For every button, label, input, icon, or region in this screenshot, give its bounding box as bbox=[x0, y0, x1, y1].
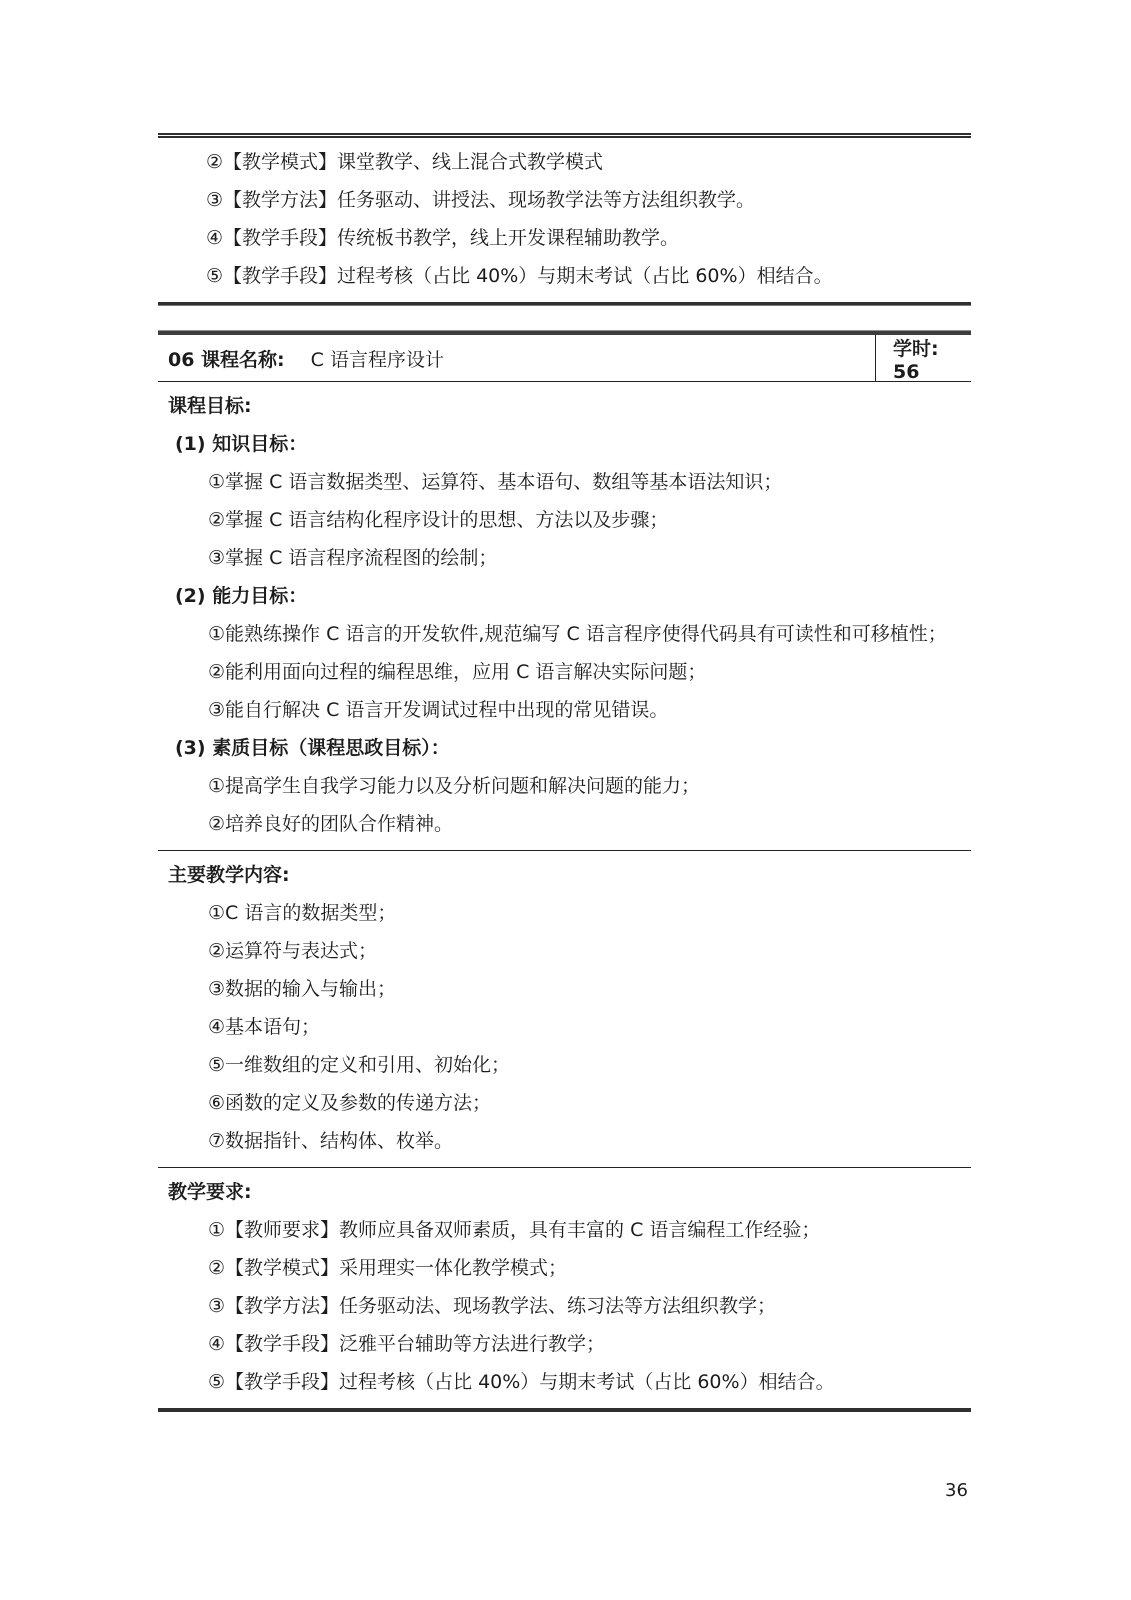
requirement-item: ③【教学方法】任务驱动法、现场教学法、练习法等方法组织教学； bbox=[208, 1295, 777, 1317]
section-title: 主要教学内容: bbox=[168, 864, 290, 886]
section-course-objectives bbox=[158, 382, 971, 850]
course-name: C 语言程序设计 bbox=[310, 348, 444, 371]
previous-course-requirements bbox=[158, 138, 971, 302]
table-bottom-rule bbox=[158, 302, 971, 306]
objective-group-title: (3) 素质目标（课程思政目标）： bbox=[175, 737, 450, 759]
requirement-item: ②【教学模式】采用理实一体化教学模式； bbox=[208, 1257, 568, 1279]
objective-item: ③掌握 C 语言程序流程图的绘制； bbox=[208, 547, 498, 569]
objective-item: ②掌握 C 语言结构化程序设计的思想、方法以及步骤； bbox=[208, 509, 669, 531]
requirement-item: ④【教学手段】传统板书教学，线上开发课程辅助教学。 bbox=[206, 227, 680, 249]
objective-item: ①掌握 C 语言数据类型、运算符、基本语句、数组等基本语法知识； bbox=[208, 471, 783, 493]
requirement-item: ⑤【教学手段】过程考核（占比 40%）与期末考试（占比 60%）相结合。 bbox=[206, 265, 833, 287]
content-item: ⑥函数的定义及参数的传递方法； bbox=[208, 1092, 492, 1114]
course-name-cell bbox=[158, 335, 875, 381]
section-teaching-requirements bbox=[158, 1168, 971, 1408]
content-item: ②运算符与表达式； bbox=[208, 940, 378, 962]
objective-item: ③能自行解决 C 语言开发调试过程中出现的常见错误。 bbox=[208, 699, 669, 721]
objective-item: ①提高学生自我学习能力以及分析问题和解决问题的能力； bbox=[208, 775, 701, 797]
section-title: 教学要求: bbox=[168, 1181, 252, 1203]
content-item: ⑤一维数组的定义和引用、初始化； bbox=[208, 1054, 511, 1076]
content-item: ③数据的输入与输出； bbox=[208, 978, 397, 1000]
content-item: ①C 语言的数据类型； bbox=[208, 902, 397, 924]
page-number: 36 bbox=[945, 1480, 968, 1501]
objective-group-title: (2) 能力目标： bbox=[175, 585, 308, 607]
previous-course-table-fragment bbox=[158, 133, 971, 306]
requirement-item: ④【教学手段】泛雅平台辅助等方法进行教学； bbox=[208, 1333, 606, 1355]
content-item: ④基本语句； bbox=[208, 1016, 321, 1038]
objective-item: ②培养良好的团队合作精神。 bbox=[208, 813, 454, 835]
course-header-row bbox=[158, 335, 971, 382]
objective-group-title: (1) 知识目标： bbox=[175, 433, 308, 455]
course-hours-cell: 学时: 56 bbox=[875, 335, 971, 381]
section-teaching-content bbox=[158, 851, 971, 1167]
requirement-item: ③【教学方法】任务驱动、讲授法、现场教学法等方法组织教学。 bbox=[206, 189, 756, 211]
section-title: 课程目标: bbox=[168, 395, 252, 417]
objective-item: ②能利用面向过程的编程思维，应用 C 语言解决实际问题； bbox=[208, 661, 707, 683]
requirement-item: ②【教学模式】课堂教学、线上混合式教学模式 bbox=[206, 151, 604, 173]
course-table bbox=[158, 330, 971, 1412]
objective-item: ①能熟练操作 C 语言的开发软件,规范编写 C 语言程序使得代码具有可读性和可移植性； bbox=[208, 623, 947, 645]
content-item: ⑦数据指针、结构体、枚举。 bbox=[208, 1130, 454, 1152]
course-number-label: 06 课程名称: bbox=[168, 348, 285, 371]
requirement-item: ①【教师要求】教师应具备双师素质，具有丰富的 C 语言编程工作经验； bbox=[208, 1219, 821, 1241]
table-bottom-double-rule bbox=[158, 1408, 971, 1412]
requirement-item: ⑤【教学手段】过程考核（占比 40%）与期末考试（占比 60%）相结合。 bbox=[208, 1371, 835, 1393]
